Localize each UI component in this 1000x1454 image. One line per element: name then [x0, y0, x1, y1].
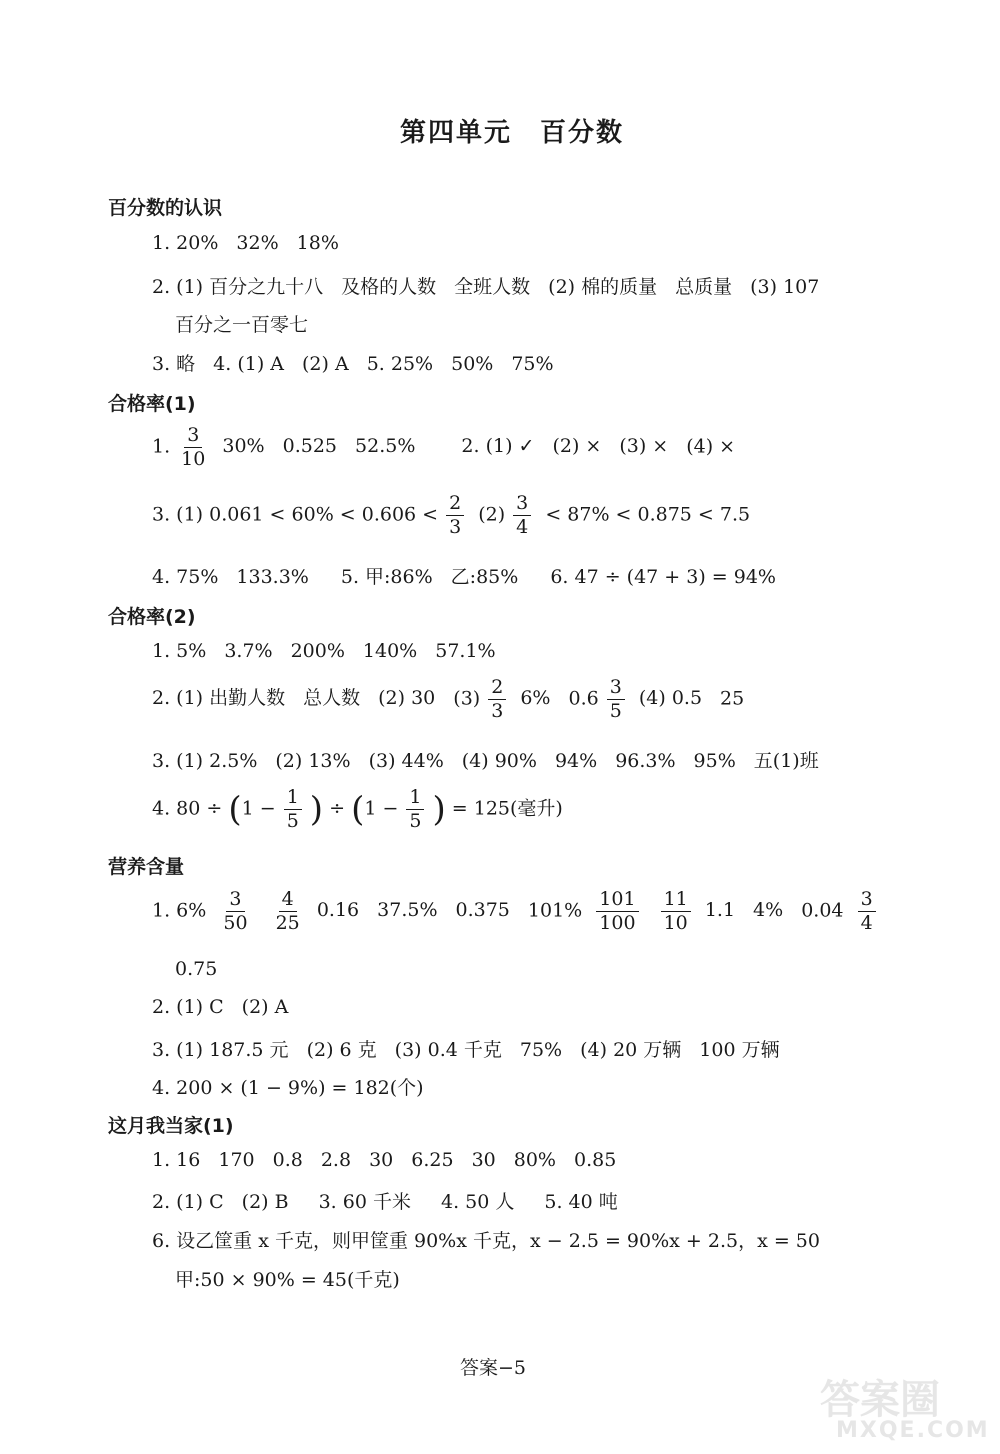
answer-line: 甲:50 × 90% = 45(千克) — [175, 1269, 400, 1291]
answer-line: 4. 75% 133.3% 5. 甲:86% 乙:85% 6. 47 ÷ (47 + 3) = 94% — [152, 566, 776, 588]
fraction: $\frac{4}{25}$ — [275, 888, 300, 934]
fraction: $\frac{1}{5}$ — [284, 786, 302, 833]
answer-line: 3. (1) 0.061 < 60% < 0.606 < $\frac{2}{3}$ (2) $\frac{3}{4}$ < 87% < 0.875 < 7.5 — [152, 492, 751, 538]
fraction: $\frac{3}{4}$ — [858, 888, 876, 935]
section-heading: 合格率(2) — [108, 606, 196, 628]
section-heading: 合格率(1) — [108, 393, 196, 415]
fraction: $\frac{3}{50}$ — [223, 888, 248, 934]
section-heading: 百分数的认识 — [108, 197, 223, 219]
fraction: $\frac{3}{10}$ — [181, 424, 206, 470]
fraction: $\frac{2}{3}$ — [488, 676, 506, 723]
fraction: $\frac{3}{4}$ — [513, 492, 531, 539]
section-heading: 营养含量 — [108, 856, 185, 878]
answer-line: 6. 设乙筐重 x 千克，则甲筐重 90%x 千克，x − 2.5 = 90%x + 2.5，x = 50 — [152, 1230, 820, 1252]
page-number: 答案−5 — [460, 1357, 527, 1379]
answer-line: 百分之一百零七 — [175, 314, 309, 336]
watermark-url: MXQE.COM — [836, 1418, 990, 1443]
fraction: $\frac{2}{3}$ — [446, 492, 464, 539]
fraction: $\frac{11}{10}$ — [661, 888, 691, 935]
answer-line: 2. (1) 百分之九十八 及格的人数 全班人数 (2) 棉的质量 总质量 (3) 107 — [152, 276, 820, 298]
answer-line: 2. (1) 出勤人数 总人数 (2) 30 (3) $\frac{2}{3}$ 6% 0.6 $\frac{3}{5}$ (4) 0.5 25 — [152, 676, 745, 722]
fraction: $\frac{1}{5}$ — [406, 786, 424, 833]
answer-line: 3. 略 4. (1) A (2) A 5. 25% 50% 75% — [152, 353, 554, 375]
fraction: $\frac{3}{5}$ — [607, 676, 625, 723]
watermark-logo: 答案圈 — [820, 1377, 940, 1423]
answer-line: 4. 80 ÷ (1 − $\frac{1}{5}$ ) ÷ (1 − $\frac{1}{5}$ ) = 125(毫升) — [152, 786, 563, 832]
answer-line: 3. (1) 187.5 元 (2) 6 克 (3) 0.4 千克 75% (4) 20 万辆 100 万辆 — [152, 1039, 780, 1061]
fraction: $\frac{101}{100}$ — [596, 888, 638, 935]
answer-line: 2. (1) C (2) B 3. 60 千米 4. 50 人 5. 40 吨 — [152, 1191, 618, 1213]
section-heading: 这月我当家(1) — [108, 1115, 234, 1137]
page-title: 第四单元 百分数 — [400, 118, 625, 148]
answer-line: 0.75 — [175, 958, 218, 980]
answer-line: 1. 16 170 0.8 2.8 30 6.25 30 80% 0.85 — [152, 1149, 617, 1171]
answer-line: 2. (1) C (2) A — [152, 996, 289, 1018]
answer-line: 3. (1) 2.5% (2) 13% (3) 44% (4) 90% 94% 96.3% 95% 五(1)班 — [152, 750, 819, 772]
answer-line: 4. 200 × (1 − 9%) = 182(个) — [152, 1077, 424, 1099]
answer-line: 1. $\frac{3}{10}$ 30% 0.525 52.5% 2. (1) ✓ (2) × (3) × (4) × — [152, 424, 736, 470]
answer-line: 1. 6% $\frac{3}{50}$ $\frac{4}{25}$ 0.16 37.5% 0.375 101% $\frac{101}{100}$ $\frac{11}{10}$ 1.1 4% 0.04 $\frac{3}{4}$ — [152, 888, 884, 935]
answer-line: 1. 20% 32% 18% — [152, 232, 339, 254]
answer-line: 1. 5% 3.7% 200% 140% 57.1% — [152, 640, 496, 662]
